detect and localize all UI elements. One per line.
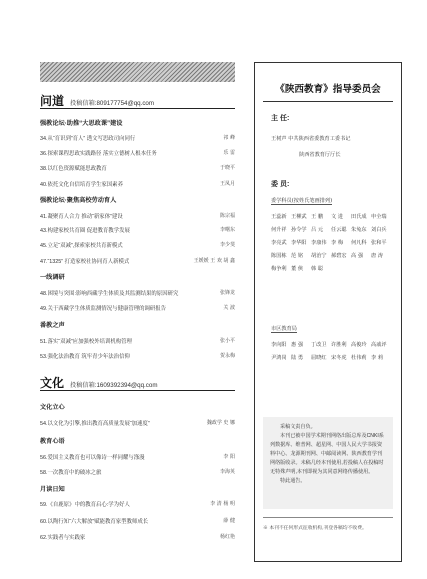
toc-entry [40, 257, 235, 265]
article-title: 60.以陶行知“六大解放”赋能教育家型教师成长 [40, 519, 149, 525]
article-title: 36.探索课程思政实践路径 落实立德树人根本任务 [40, 151, 157, 157]
section-rule [40, 390, 235, 391]
member-name: 王 鹏 [311, 214, 324, 220]
article-title: 40.依托文化自信培育学生家国素养 [40, 182, 123, 188]
toc-entry [40, 419, 235, 427]
member-name: 李向阳 [271, 342, 287, 348]
guidance-committee-box [254, 62, 402, 562]
member-name: 李华阳 [291, 240, 307, 246]
article-title: 43.构建家校共育圈 促进教育教学发展 [40, 228, 130, 234]
article-author: 魏政学 史 娜 [206, 420, 235, 426]
member-name: 惠 强 [291, 342, 304, 348]
member-name: 任云聪 [331, 227, 347, 233]
article-author: 张锋龙 [219, 290, 235, 296]
article-title: 62.实践者与实践家 [40, 535, 86, 541]
member-name: 高戚评 [371, 342, 387, 348]
article-title: 59.《自鹿原》中的教育启心:学为好人 [40, 502, 130, 508]
member-name: 李 莉 [371, 355, 384, 361]
article-title: 51.落实“双减”应加强校外培训机构管理 [40, 339, 132, 345]
copyright-notice [263, 417, 393, 509]
chair-line: 陕西省教育厅厅长 [299, 152, 341, 158]
article-author: 李 清 杨 明 [210, 501, 235, 507]
member-names-grid [271, 341, 391, 361]
submission-email: 投稿信箱:809177754@qq.com [70, 100, 155, 107]
member-name: 朱兔东 [351, 227, 367, 233]
member-name: 王蕊新 [271, 214, 287, 220]
member-name: 王柳武 [291, 214, 307, 220]
article-title: 53.强化法治教育 筑牢青少年法治信仰 [40, 354, 130, 360]
article-title: 47.“1325” 打造家校社协同育人新模式 [40, 259, 130, 265]
article-author: 陈宗福 [219, 213, 235, 219]
chair-line: 王树声 中共陕西省委教育工委书记 [271, 136, 351, 142]
member-name: 李亮武 [271, 240, 287, 246]
article-author: 李 阳 [223, 454, 235, 460]
member-name: 唐 涛 [371, 253, 384, 259]
category-heading: 月读日知 [40, 486, 65, 493]
chair-label: 主 任: [271, 115, 290, 122]
member-name: 许胜利 [331, 342, 347, 348]
members-subheading: 市区教育局 [271, 326, 297, 332]
member-name: 何升祥 [271, 227, 287, 233]
member-name: 宋冬虎 [331, 355, 347, 361]
article-author: 王凤月 [219, 181, 235, 187]
article-author: 张小平 [219, 338, 235, 344]
toc-entry [40, 226, 235, 234]
article-title: 38.以红色资源赋能思政教育 [40, 166, 107, 172]
member-name: 李康伟 [311, 240, 327, 246]
member-name: 郝碧宏 [331, 253, 347, 259]
committee-title: 《陕西教育》指导委员会 [275, 84, 381, 95]
footnote: ※ 本刊不任何形式征收机构,刊登各稿均不收费。 [263, 517, 393, 531]
article-author: 于晓平 [219, 165, 235, 171]
member-name: 高 强 [351, 253, 364, 259]
toc-left-column [40, 0, 235, 579]
member-name: 申全瑞 [371, 214, 387, 220]
toc-entry [40, 468, 235, 476]
category-heading: 强教论坛·助推“大思政课”建设 [40, 120, 123, 127]
category-heading: 文化立心 [40, 404, 65, 411]
section-title: 文化 [40, 376, 65, 390]
member-names-grid [271, 213, 391, 272]
section-title: 问道 [40, 94, 65, 108]
toc-entry [40, 180, 235, 188]
category-heading: 一线调研 [40, 274, 65, 281]
notice-paragraph: 采稿文责自负。 [280, 424, 316, 430]
toc-entry [40, 337, 235, 345]
article-author: 王媛媛 王 欢 胡 鑫 [193, 258, 235, 264]
member-name: 尹鸿岗 [271, 355, 287, 361]
article-title: 58.一次教育中的破冰之旅 [40, 470, 102, 476]
member-name: 吕 元 [311, 227, 324, 233]
member-name: 孙令学 [291, 227, 307, 233]
toc-entry [40, 241, 235, 249]
member-name: 陈国栋 [271, 253, 287, 259]
article-title: 49.关于西藏学生体质监测情况与健康管理的调研报告 [40, 306, 167, 312]
member-name: 韩 聪 [311, 266, 324, 272]
member-name: 刘白兵 [371, 227, 387, 233]
article-title: 48.困境与突围:影响西藏学生体质及其监测结果的原因研究 [40, 291, 179, 297]
section-rule [40, 108, 235, 109]
members-label: 委 员: [271, 181, 290, 188]
article-author: 杨红艳 [219, 534, 235, 540]
member-name: 屈晓红 [311, 355, 327, 361]
member-name: 丁改卫 [311, 342, 327, 348]
article-author: 李曙东 [219, 227, 235, 233]
toc-entry [40, 164, 235, 172]
member-name: 高俊玲 [351, 342, 367, 348]
category-heading: 番教之声 [40, 322, 65, 329]
member-name: 范 铭 [291, 253, 304, 259]
title-rule [263, 101, 393, 102]
article-author: 李海英 [219, 469, 235, 475]
member-name: 胡治宁 [311, 253, 327, 259]
article-author: 关 波 [223, 305, 235, 311]
member-name: 杜伟莉 [351, 355, 367, 361]
article-title: 56.爱国主义教育也可以像诗一样同耀与涤漫 [40, 455, 145, 461]
toc-entry [40, 352, 235, 360]
toc-entry [40, 289, 235, 297]
member-name: 董 俠 [291, 266, 304, 272]
article-title: 45.立足“双减”,探索家校共育新模式 [40, 243, 123, 249]
section-header-wenhua [40, 374, 157, 391]
toc-entry [40, 149, 235, 157]
member-name: 陆 勇 [291, 355, 304, 361]
article-title: 41.凝聚育人合力 推动“新家体”建设 [40, 214, 123, 220]
notice-paragraph: 特此通告。 [280, 478, 306, 484]
toc-entry [40, 304, 235, 312]
article-title: 54.以文化为引擎,推出教育高质量发展“加速度” [40, 421, 150, 427]
member-name: 李 梅 [331, 240, 344, 246]
member-name: 文 进 [331, 214, 344, 220]
category-heading: 教育心语 [40, 438, 65, 445]
toc-entry [40, 533, 235, 541]
members-subheading: 委学科员(按姓氏笔画排列) [271, 198, 333, 204]
article-title: 34.从“育识到”育人” 透文写思政司向同行 [40, 136, 136, 142]
notice-paragraph: 本刊已被中国学术期刊网络出版总库及CNKI系列数据库、维普网、超星网、中国人民大学书报资料中心、龙源期刊网、中邮阅读网、陕西教育学刊网络版收录。未稿几经本刊使用,若投稿人在投稿时无特殊声明,本刊即视为其同意网络传播使用。 [270, 433, 384, 475]
toc-entry [40, 212, 235, 220]
decorative-stripe [40, 62, 235, 82]
toc-entry [40, 500, 235, 508]
article-author: 薛 健 [223, 518, 235, 524]
category-heading: 强教论坛·聚焦高校劳动育人 [40, 197, 117, 204]
section-header-wendao [40, 92, 154, 109]
toc-entry [40, 517, 235, 525]
member-name: 何凡科 [351, 240, 367, 246]
article-author: 贺永梅 [219, 353, 235, 359]
article-author: 祁 峰 [223, 135, 235, 141]
submission-email: 投稿信箱:1609392394@qq.com [70, 382, 158, 389]
article-author: 乐 雷 [223, 150, 235, 156]
member-name: 田氏成 [351, 214, 367, 220]
toc-entry [40, 134, 235, 142]
article-author: 李少斐 [219, 242, 235, 248]
member-name: 梅争利 [271, 266, 287, 272]
member-name: 张和平 [371, 240, 387, 246]
toc-entry [40, 453, 235, 461]
